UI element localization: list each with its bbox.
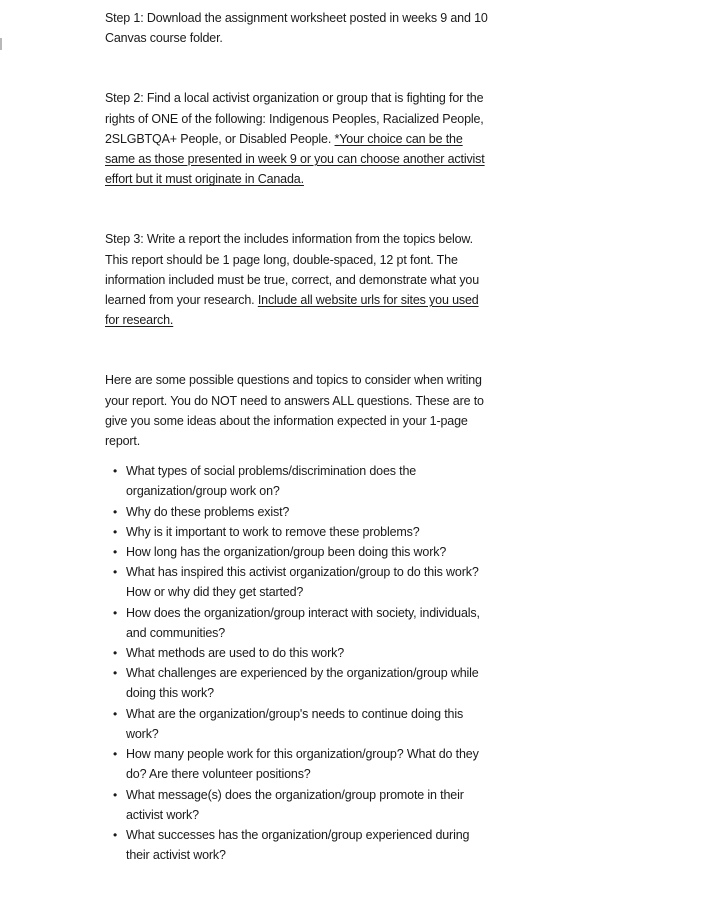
bullet-icon: • bbox=[113, 524, 118, 539]
question-text: Why do these problems exist? bbox=[126, 504, 290, 519]
list-item bbox=[105, 562, 486, 602]
bullet-icon: • bbox=[113, 747, 118, 762]
bullet-icon: • bbox=[113, 787, 118, 802]
question-text: What types of social problems/discrimination does the organization/group work on? bbox=[126, 464, 417, 499]
questions-intro-paragraph bbox=[105, 370, 490, 451]
bullet-icon: • bbox=[113, 646, 118, 661]
step-2-note-underlined: *Your choice can be the same as those presented in week 9 or you can choose another activist effort but it must originate in Canada. bbox=[105, 131, 485, 187]
question-text: How many people work for this organization/group? What do they do? Are there volunteer positions? bbox=[126, 747, 479, 782]
bullet-icon: • bbox=[113, 545, 118, 560]
step-3-paragraph bbox=[105, 229, 490, 330]
bullet-icon: • bbox=[113, 464, 118, 479]
question-text: What has inspired this activist organization/group to do this work? How or why did they get started? bbox=[126, 565, 479, 600]
list-item bbox=[105, 461, 486, 501]
step-1-paragraph bbox=[105, 8, 490, 48]
question-text: What challenges are experienced by the organization/group while doing this work? bbox=[126, 666, 479, 701]
question-text: What message(s) does the organization/group promote in their activist work? bbox=[126, 787, 464, 822]
page-edge-mark bbox=[0, 38, 2, 50]
list-item bbox=[105, 744, 486, 784]
bullet-icon: • bbox=[113, 666, 118, 681]
assignment-document bbox=[105, 8, 490, 865]
step-2-text: Step 2: Find a local activist organization or group that is fighting for the rights of ONE of the following: Indigenous Peoples, Racialized People, 2SLGBTQA+ People, or Disabled People. bbox=[105, 91, 484, 146]
step-3-text: Step 3: Write a report the includes information from the topics below. This report should be 1 page long, double-spaced, 12 pt font. The information included must be true, correct, and demonstrate what you learned from your research. bbox=[105, 232, 480, 308]
list-item bbox=[105, 663, 486, 703]
bullet-icon: • bbox=[113, 504, 118, 519]
step-1-text: Step 1: Download the assignment worksheet posted in weeks 9 and 10 Canvas course folder. bbox=[105, 11, 488, 46]
step-2-paragraph bbox=[105, 88, 490, 189]
question-list bbox=[105, 461, 490, 865]
bullet-icon: • bbox=[113, 706, 118, 721]
question-text: What are the organization/group's needs to continue doing this work? bbox=[126, 706, 464, 741]
list-item bbox=[105, 502, 486, 522]
bullet-icon: • bbox=[113, 605, 118, 620]
bullet-icon: • bbox=[113, 827, 118, 842]
step-3-note-underlined: Include all website urls for sites you used for research. bbox=[105, 293, 479, 328]
list-item bbox=[105, 603, 486, 643]
question-text: How does the organization/group interact with society, individuals, and communities? bbox=[126, 605, 480, 640]
bullet-icon: • bbox=[113, 565, 118, 580]
list-item bbox=[105, 785, 486, 825]
question-text: What methods are used to do this work? bbox=[126, 646, 345, 661]
question-text: What successes has the organization/group experienced during their activist work? bbox=[126, 827, 470, 863]
question-text: How long has the organization/group been doing this work? bbox=[126, 545, 447, 560]
list-item bbox=[105, 522, 486, 542]
list-item bbox=[105, 825, 486, 865]
list-item bbox=[105, 704, 486, 744]
list-item bbox=[105, 643, 486, 663]
list-item bbox=[105, 542, 486, 562]
question-text: Why is it important to work to remove these problems? bbox=[126, 524, 420, 539]
questions-intro-text: Here are some possible questions and topics to consider when writing your report. You do NOT need to answers ALL questions. These are to give you some ideas about the information expected in your 1-page report. bbox=[105, 373, 484, 449]
